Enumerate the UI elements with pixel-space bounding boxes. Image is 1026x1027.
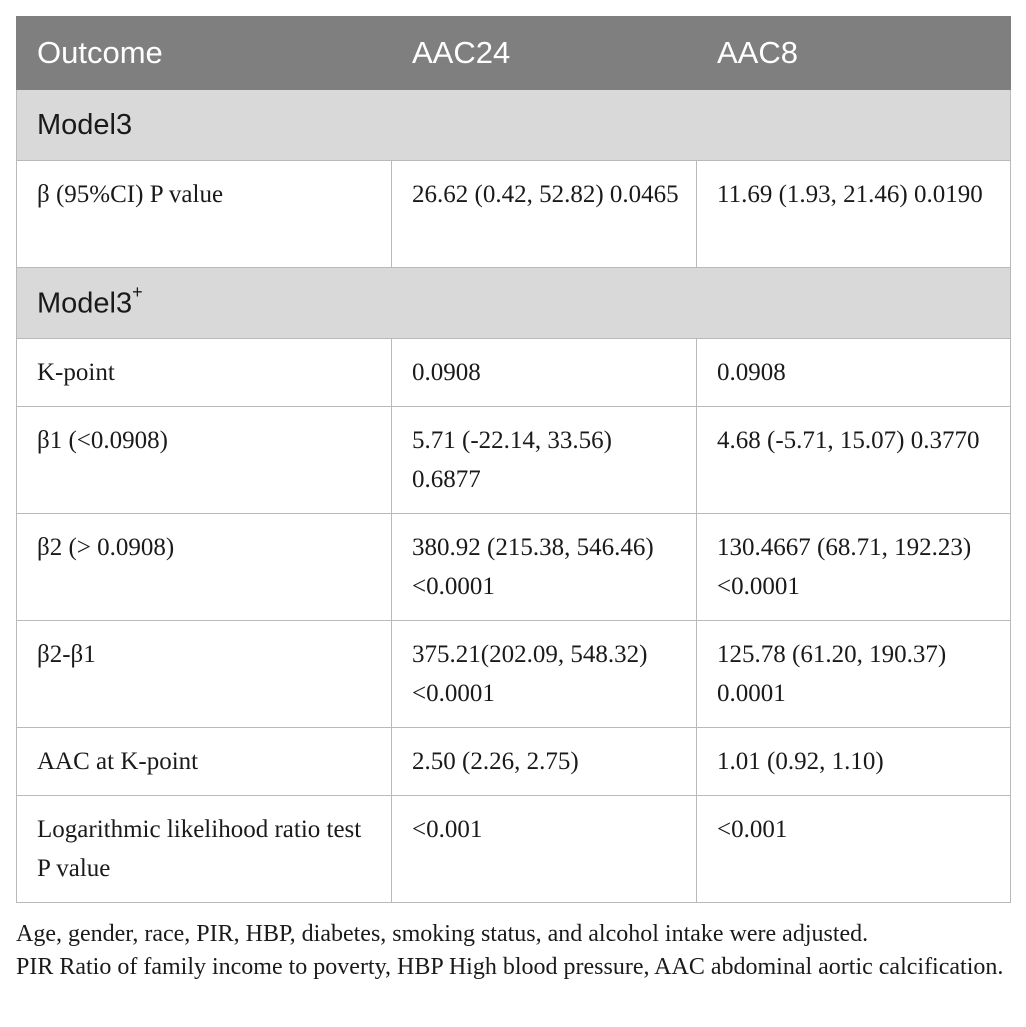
row-label: β2 (> 0.0908) — [17, 514, 392, 621]
header-outcome: Outcome — [17, 17, 392, 90]
cell-aac24: 26.62 (0.42, 52.82) 0.0465 — [392, 161, 697, 268]
cell-aac8: <0.001 — [697, 796, 1011, 903]
results-table — [16, 16, 1011, 903]
table-row — [17, 621, 1011, 728]
cell-aac24: 2.50 (2.26, 2.75) — [392, 728, 697, 796]
row-label: AAC at K-point — [17, 728, 392, 796]
header-aac8: AAC8 — [697, 17, 1011, 90]
section-label: Model3 — [17, 90, 1011, 161]
table-footnote — [16, 918, 1010, 984]
header-aac24: AAC24 — [392, 17, 697, 90]
row-label: β2-β1 — [17, 621, 392, 728]
cell-aac8: 4.68 (-5.71, 15.07) 0.3770 — [697, 407, 1011, 514]
footnote-abbreviations: PIR Ratio of family income to poverty, HBP High blood pressure, AAC abdominal aortic calcification. — [16, 954, 1004, 980]
table-row — [17, 339, 1011, 407]
cell-aac24: 380.92 (215.38, 546.46) <0.0001 — [392, 514, 697, 621]
section-label-superscript: + — [132, 281, 143, 302]
row-label: β1 (<0.0908) — [17, 407, 392, 514]
cell-aac24: 0.0908 — [392, 339, 697, 407]
section-row-model3-plus — [17, 268, 1011, 339]
table-row — [17, 796, 1011, 903]
section-row-model3 — [17, 90, 1011, 161]
cell-aac8: 0.0908 — [697, 339, 1011, 407]
cell-aac8: 130.4667 (68.71, 192.23) <0.0001 — [697, 514, 1011, 621]
results-table-container — [16, 16, 1010, 903]
cell-aac8: 125.78 (61.20, 190.37) 0.0001 — [697, 621, 1011, 728]
table-row — [17, 407, 1011, 514]
cell-aac24: <0.001 — [392, 796, 697, 903]
table-row — [17, 514, 1011, 621]
cell-aac24: 375.21(202.09, 548.32) <0.0001 — [392, 621, 697, 728]
cell-aac8: 11.69 (1.93, 21.46) 0.0190 — [697, 161, 1011, 268]
table-row — [17, 161, 1011, 268]
table-row — [17, 728, 1011, 796]
header-row — [17, 17, 1011, 90]
row-label: β (95%CI) P value — [17, 161, 392, 268]
section-label: Model3+ — [17, 268, 1011, 339]
row-label: Logarithmic likelihood ratio test P value — [17, 796, 392, 903]
footnote-adjustment: Age, gender, race, PIR, HBP, diabetes, smoking status, and alcohol intake were adjusted. — [16, 921, 869, 947]
cell-aac24: 5.71 (-22.14, 33.56) 0.6877 — [392, 407, 697, 514]
cell-aac8: 1.01 (0.92, 1.10) — [697, 728, 1011, 796]
row-label: K-point — [17, 339, 392, 407]
